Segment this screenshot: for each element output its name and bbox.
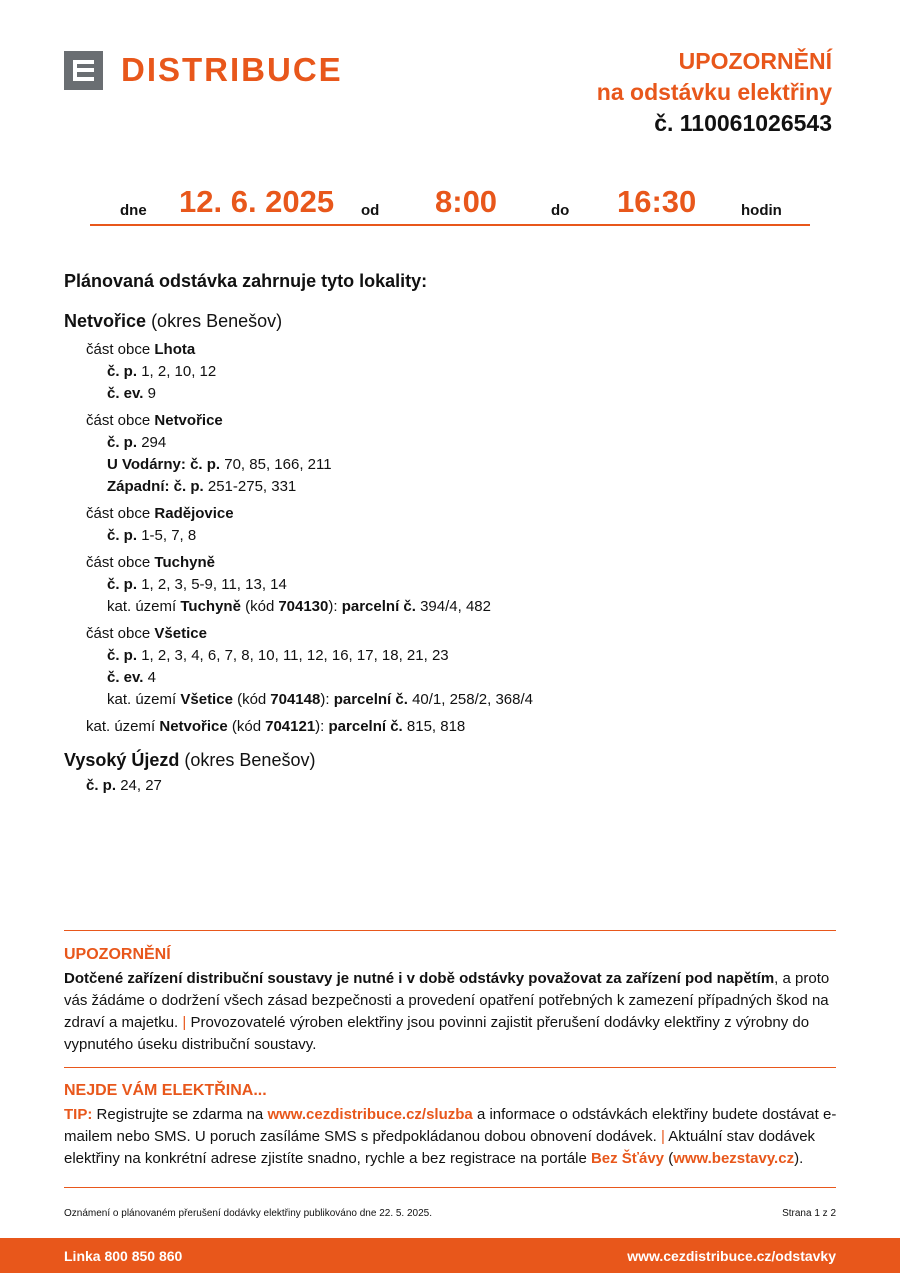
tip-label: TIP: <box>64 1106 93 1123</box>
service-link[interactable]: www.cezdistribuce.cz/sluzba <box>267 1106 473 1123</box>
warning-section <box>64 944 839 1056</box>
part-name: Tuchyně <box>154 554 215 571</box>
address-values: 1-5, 7, 8 <box>141 527 197 544</box>
logo <box>64 50 343 90</box>
notice-title: UPOZORNĚNÍ <box>678 48 832 74</box>
address-values: 1, 2, 3, 5-9, 11, 13, 14 <box>141 576 287 593</box>
cadastral-code: 704148 <box>270 691 321 708</box>
address-values: 1, 2, 3, 4, 6, 7, 8, 10, 11, 12, 16, 17, 18, 21, 23 <box>141 647 449 664</box>
address-label: č. p. <box>107 647 138 664</box>
parcel-values: 40/1, 258/2, 368/4 <box>412 691 533 708</box>
part-prefix: část obce <box>86 505 151 522</box>
cadastral-code-prefix: (kód <box>245 598 275 615</box>
address-line <box>64 525 844 547</box>
logo-text: DISTRIBUCE <box>121 51 343 88</box>
address-label: č. ev. <box>107 669 144 686</box>
notice-header <box>597 46 832 139</box>
portal-link[interactable]: www.bezstavy.cz <box>673 1150 795 1167</box>
town-district: (okres Benešov) <box>151 311 283 331</box>
from-label: od <box>361 202 380 219</box>
part-heading <box>64 410 844 432</box>
address-label: č. p. <box>107 576 138 593</box>
warning-text-1: , a proto vás žádáme o dodržení všech zásad bezpečnosti a provedení opatření potřebných k zamezení případných škod na zdraví a majetku. <box>64 970 830 1031</box>
address-label: č. p. <box>107 527 138 544</box>
address-line <box>64 574 844 596</box>
part-heading <box>64 552 844 574</box>
address-label: U Vodárny: č. p. <box>107 456 221 473</box>
address-line <box>64 667 844 689</box>
address-line <box>64 383 844 405</box>
outage-date: 12. 6. 2025 <box>179 184 335 219</box>
town-name: Netvořice <box>64 311 147 331</box>
info-text-2: a informace o odstávkách elektřiny budete dostávat e-mailem nebo SMS. U poruch zasíláme SMS s předpokládanou dobou obnovení dodávek. <box>64 1106 837 1145</box>
town-heading <box>64 308 844 334</box>
localities-title: Plánovaná odstávka zahrnuje tyto lokality: <box>64 271 428 291</box>
address-label: č. p. <box>107 434 138 451</box>
cadastral-code-suffix: ): <box>315 718 325 735</box>
address-line <box>64 645 844 667</box>
part-name: Lhota <box>154 341 196 358</box>
address-label: č. p. <box>86 777 117 794</box>
to-label: do <box>551 202 570 219</box>
paren-open: ( <box>668 1150 674 1167</box>
from-time: 8:00 <box>435 184 498 219</box>
localities-list <box>64 308 844 797</box>
cadastral-code-suffix: ): <box>328 598 338 615</box>
town-name: Vysoký Újezd <box>64 750 180 770</box>
divider <box>64 1067 836 1068</box>
info-text-1: Registrujte se zdarma na <box>96 1106 264 1123</box>
cadastral-area: Netvořice <box>159 718 228 735</box>
part-name: Netvořice <box>154 412 223 429</box>
address-values: 1, 2, 10, 12 <box>141 363 217 380</box>
address-line <box>64 454 844 476</box>
address-values: 294 <box>141 434 167 451</box>
cadastral-code: 704130 <box>278 598 329 615</box>
outages-link[interactable]: www.cezdistribuce.cz/odstavky <box>627 1248 836 1264</box>
info-text-3: Aktuální stav dodávek elektřiny na konkrétní adrese zjistíte snadno, rychle a bez registrace na portále <box>64 1128 816 1167</box>
separator: | <box>182 1014 187 1031</box>
page-number: Strana 1 z 2 <box>782 1208 836 1219</box>
parcel-values: 394/4, 482 <box>420 598 491 615</box>
info-text <box>64 1104 839 1170</box>
publication-note: Oznámení o plánovaném přerušení dodávky elektřiny publikováno dne 22. 5. 2025. <box>64 1208 433 1219</box>
divider <box>64 1187 836 1188</box>
part-prefix: část obce <box>86 341 151 358</box>
to-time: 16:30 <box>617 184 697 219</box>
notice-number: č. 110061026543 <box>654 110 832 136</box>
divider <box>64 930 836 931</box>
outage-schedule <box>90 180 810 226</box>
part-prefix: část obce <box>86 625 151 642</box>
day-label: dne <box>120 202 147 219</box>
address-values: 9 <box>147 385 156 402</box>
info-title: NEJDE VÁM ELEKTŘINA... <box>64 1082 267 1099</box>
hours-label: hodin <box>741 202 782 219</box>
address-values: 251-275, 331 <box>207 478 297 495</box>
logo-mark-icon <box>64 51 103 90</box>
address-line <box>64 775 844 797</box>
warning-title: UPOZORNĚNÍ <box>64 946 171 963</box>
part-heading <box>64 339 844 361</box>
part-prefix: část obce <box>86 412 151 429</box>
address-label: č. ev. <box>107 385 144 402</box>
cadastral-line <box>64 716 844 738</box>
cadastral-area: Tuchyně <box>180 598 241 615</box>
parcel-values: 815, 818 <box>406 718 466 735</box>
address-values: 70, 85, 166, 211 <box>224 456 332 473</box>
parcel-label: parcelní č. <box>341 598 416 615</box>
part-prefix: část obce <box>86 554 151 571</box>
cadastral-code: 704121 <box>265 718 316 735</box>
hotline[interactable]: Linka 800 850 860 <box>64 1248 183 1264</box>
town-heading <box>64 747 844 773</box>
cadastral-code-suffix: ): <box>320 691 330 708</box>
paren-close: ). <box>794 1150 804 1167</box>
parcel-label: parcelní č. <box>328 718 403 735</box>
address-values: 4 <box>147 669 156 686</box>
part-heading <box>64 623 844 645</box>
cadastral-code-prefix: (kód <box>237 691 267 708</box>
address-values: 24, 27 <box>120 777 162 794</box>
town-district: (okres Benešov) <box>184 750 316 770</box>
warning-text <box>64 968 839 1056</box>
notice-subtitle: na odstávku elektřiny <box>596 79 832 105</box>
part-heading <box>64 503 844 525</box>
warning-text-2: Provozovatelé výroben elektřiny jsou povinni zajistit přerušení dodávky elektřiny z výrobny do vypnutého úseku distribuční soustavy. <box>64 1014 810 1053</box>
cadastral-code-prefix: (kód <box>231 718 262 735</box>
part-name: Radějovice <box>154 505 234 522</box>
cadastral-prefix: kat. území <box>86 718 156 735</box>
parcel-label: parcelní č. <box>333 691 408 708</box>
separator: | <box>661 1128 665 1145</box>
part-name: Všetice <box>154 625 207 642</box>
cadastral-area: Všetice <box>180 691 233 708</box>
cadastral-line <box>64 689 844 711</box>
warning-bold-text: Dotčené zařízení distribuční soustavy je nutné i v době odstávky považovat za zařízení pod napětím <box>64 970 775 987</box>
address-line <box>64 361 844 383</box>
footer-bar <box>0 1238 900 1273</box>
info-section <box>64 1080 839 1170</box>
address-line <box>64 476 844 498</box>
address-label: č. p. <box>107 363 138 380</box>
address-label: Západní: č. p. <box>107 478 204 495</box>
cadastral-line <box>64 596 844 618</box>
cadastral-prefix: kat. území <box>107 691 177 708</box>
address-line <box>64 432 844 454</box>
portal-name: Bez Šťávy <box>590 1150 665 1167</box>
cadastral-prefix: kat. území <box>107 598 177 615</box>
